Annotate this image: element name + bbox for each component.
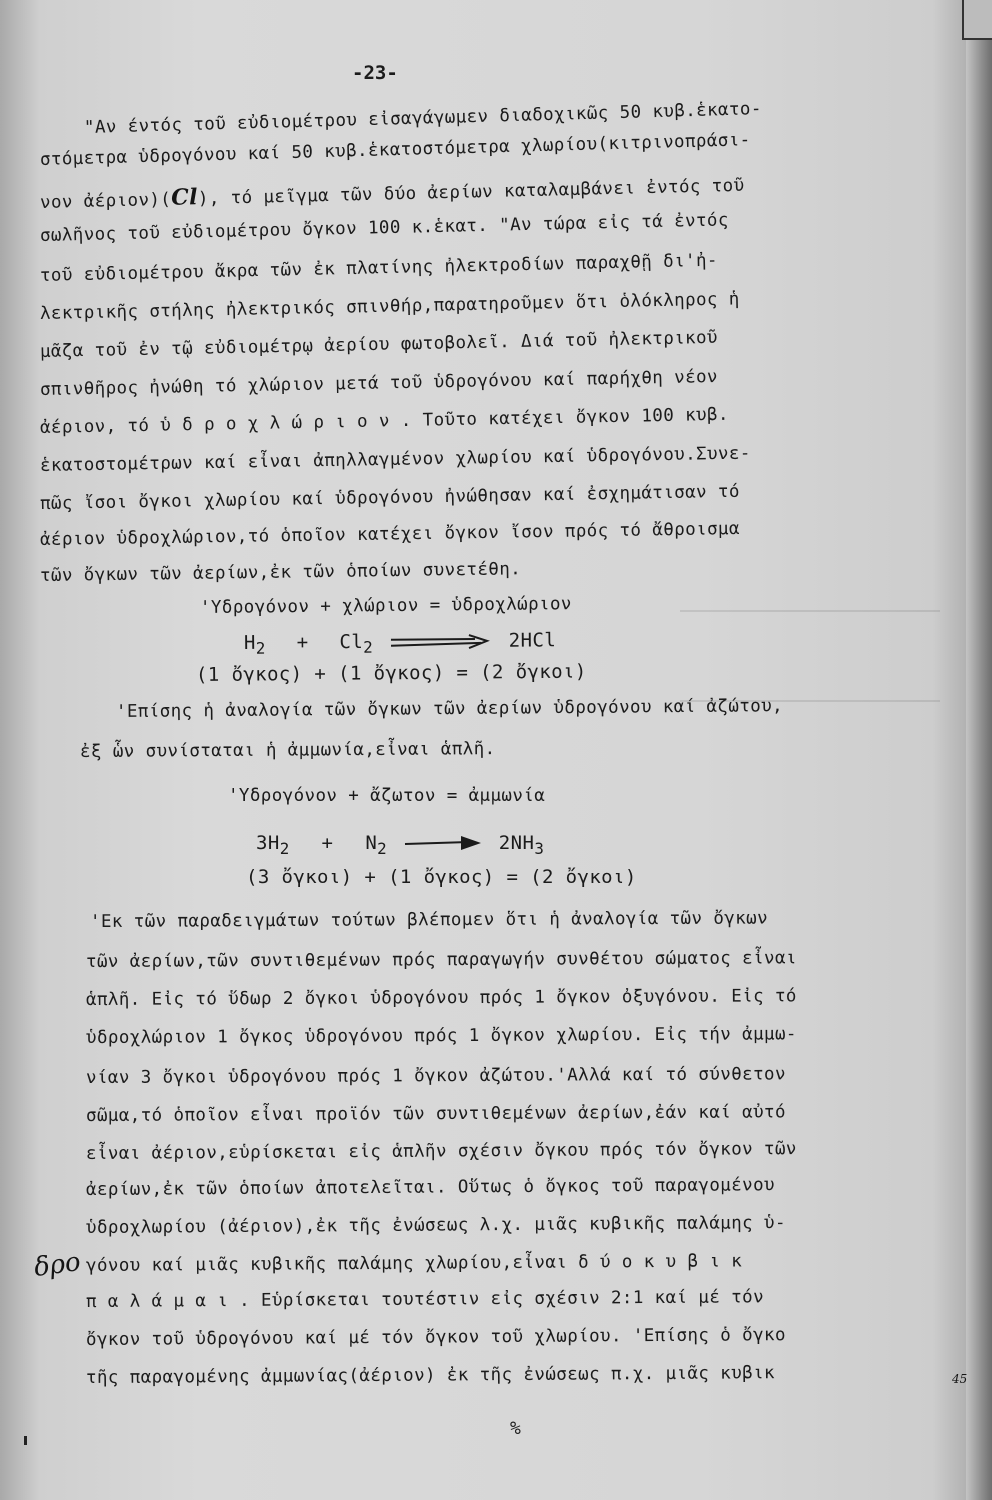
- text-line: λεκτρικῆς στήλης ἠλεκτρικός σπινθήρ,παρατηροῦμεν ὅτι ὁλόκληρος ἡ: [39, 289, 740, 324]
- formula-subscript: 2: [279, 838, 290, 858]
- text-line: ἀέριον ὑδροχλώριον,τό ὁποῖον κατέχει ὄγκον ἴσον πρός τό ἄθροισμα: [39, 519, 740, 550]
- text-line: τῆς παραγομένης ἀμμωνίας(ἀέριον) ἐκ τῆς ἐνώσεως π.χ. μιᾶς κυβικ: [85, 1363, 776, 1388]
- text-line: [40, 171, 745, 214]
- text-line: εἶναι ἀέριον,εὑρίσκεται εἰς ἁπλῆν σχέσιν ὄγκου πρός τόν ὄγκον τῶν: [85, 1139, 797, 1164]
- formula-part: H: [243, 631, 256, 654]
- formula-part: Cl: [339, 630, 364, 654]
- formula-subscript: 2: [255, 638, 266, 658]
- equation-words: 'Υδρογόνον + ἄζωτον = ἀμμωνία: [228, 786, 546, 806]
- text-line: "Αν έντός τοῦ εὐδιομέτρου εἰσαγάγωμεν διαδοχικῶς 50 κυβ.ἑκατο-: [83, 99, 763, 138]
- text-fragment: ), τό μεῖγμα τῶν δύο ἀερίων καταλαμβάνει ἐντός τοῦ: [197, 175, 745, 210]
- text-line: τοῦ εὐδιομέτρου ἄκρα τῶν ἐκ πλατίνης ἠλεκτροδίων παραχθῇ δι'ἠ-: [39, 250, 719, 286]
- handwritten-cl: Cl: [170, 184, 199, 211]
- formula-product: 2NH: [498, 832, 535, 854]
- page-number: -23-: [352, 62, 398, 84]
- text-line: ἀερίων,ἐκ τῶν ὁποίων ἀποτελεῖται. Οὕτως ὁ ὄγκος τοῦ παραγομένου: [85, 1175, 776, 1200]
- formula-subscript: 2: [377, 838, 388, 858]
- text-line: σῶμα,τό ὁποῖον εἶναι προϊόν τῶν συντιθεμένων ἀερίων,ἐάν καί αὐτό: [85, 1102, 786, 1126]
- faint-bleedthrough: [680, 610, 940, 612]
- text-line: τῶν ἀερίων,τῶν συντιθεμένων πρός παραγωγήν συνθέτου σώματος εἶναι: [85, 948, 797, 972]
- equation-volumes: (1 ὄγκος) + (1 ὄγκος) = (2 ὄγκοι): [195, 660, 587, 686]
- text-line: ὄγκον τοῦ ὑδρογόνου καί μέ τόν ὄγκον τοῦ χλωρίου. 'Επίσης ὁ ὄγκο: [85, 1325, 786, 1350]
- equation-formula: [256, 832, 544, 858]
- formula-part: N: [365, 832, 378, 854]
- formula-subscript: 3: [534, 838, 545, 858]
- text-line: ὑδροχλωρίου (ἀέριον),ἐκ τῆς ἐνώσεως λ.χ. μιᾶς κυβικῆς παλάμης ὑ-: [85, 1213, 786, 1238]
- plus-sign: +: [321, 832, 334, 854]
- text-line: στόμετρα ὑδρογόνου καί 50 κυβ.ἑκατοστόμετρα χλωρίου(κιτρινοπράσι-: [39, 130, 751, 170]
- text-line: ἑκατοστομέτρων καί εἶναι ἀπηλλαγμένον χλωρίου καί ὑδρογόνου.Συνε-: [39, 443, 751, 476]
- text-line: πῶς ἴσοι ὄγκοι χλωρίου καί ὑδρογόνου ἠνώθησαν καί ἐσχημάτισαν τό: [39, 481, 740, 514]
- text-line: 'Επίσης ἡ ἀναλογία τῶν ὄγκων τῶν ἀερίων ὑδρογόνου καί ἀζώτου,: [115, 696, 784, 722]
- margin-tick: [24, 1436, 27, 1445]
- text-fragment: νον ἀέριον)(: [39, 189, 172, 213]
- faint-bleedthrough: [680, 700, 940, 702]
- text-line: σπινθῆρος ἠνώθη τό χλώριον μετά τοῦ ὑδρογόνου καί παρήχθη νέον: [39, 366, 719, 400]
- text-line: τῶν ὄγκων τῶν ἀερίων,ἐκ τῶν ὁποίων συνετέθη.: [39, 559, 522, 586]
- formula-subscript: 2: [363, 637, 374, 657]
- text-line: ἁπλῆ. Εἰς τό ὕδωρ 2 ὄγκοι ὑδρογόνου πρός 1 ὄγκον ὀξυγόνου. Εἰς τό: [85, 986, 797, 1010]
- plus-sign: +: [296, 631, 309, 654]
- handwritten-page-mark: 45: [952, 1372, 968, 1386]
- formula-part: 3H: [256, 832, 280, 854]
- text-line: γόνου καί μιᾶς κυβικῆς παλάμης χλωρίου,εἶναι δ ύ ο κ υ β ι κ: [85, 1251, 743, 1276]
- equation-words: 'Υδρογόνον + χλώριον = ὑδροχλώριον: [199, 594, 572, 618]
- footer-mark: %: [510, 1418, 521, 1439]
- equation-volumes: (3 ὄγκοι) + (1 ὄγκος) = (2 ὄγκοι): [246, 866, 637, 888]
- text-line: ἐξ ὧν συνίσταται ἡ ἀμμωνία,εἶναι ἁπλῆ.: [79, 739, 496, 762]
- formula-product: 2HCl: [508, 629, 557, 652]
- text-line: 'Εκ τῶν παραδειγμάτων τούτων βλέπομεν ὅτι ἡ ἀναλογία τῶν ὄγκων: [89, 908, 769, 932]
- text-line: σωλῆνος τοῦ εὐδιομέτρου ὄγκον 100 κ.ἑκατ. "Αν τώρα εἰς τά ἐντός: [39, 210, 730, 246]
- text-line: ἀέριον, τό ὑ δ ρ ο χ λ ώ ρ ι ο ν . Τοῦτο κατέχει ὄγκον 100 κυβ.: [39, 404, 730, 438]
- text-line: νίαν 3 ὄγκοι ὑδρογόνου πρός 1 ὄγκον ἀζώτου.'Αλλά καί τό σύνθετον: [85, 1064, 786, 1088]
- text-line: μᾶζα τοῦ ἐν τῷ εὐδιομέτρῳ ἀερίου φωτοβολεῖ. Διά τοῦ ἠλεκτρικοῦ: [39, 327, 719, 362]
- handwritten-margin-note: δρο: [32, 1246, 83, 1284]
- text-line: π α λ ά μ α ι . Εὑρίσκεται τουτέστιν εἰς σχέσιν 2:1 καί μέ τόν: [85, 1287, 765, 1312]
- reaction-arrow-icon: [403, 835, 483, 853]
- reaction-arrow-icon: [389, 632, 493, 651]
- text-line: ὑδροχλώριον 1 ὄγκος ὑδρογόνου πρός 1 ὄγκον χλωρίου. Εἰς τήν ἀμμω-: [85, 1024, 797, 1048]
- equation-formula: [244, 629, 556, 658]
